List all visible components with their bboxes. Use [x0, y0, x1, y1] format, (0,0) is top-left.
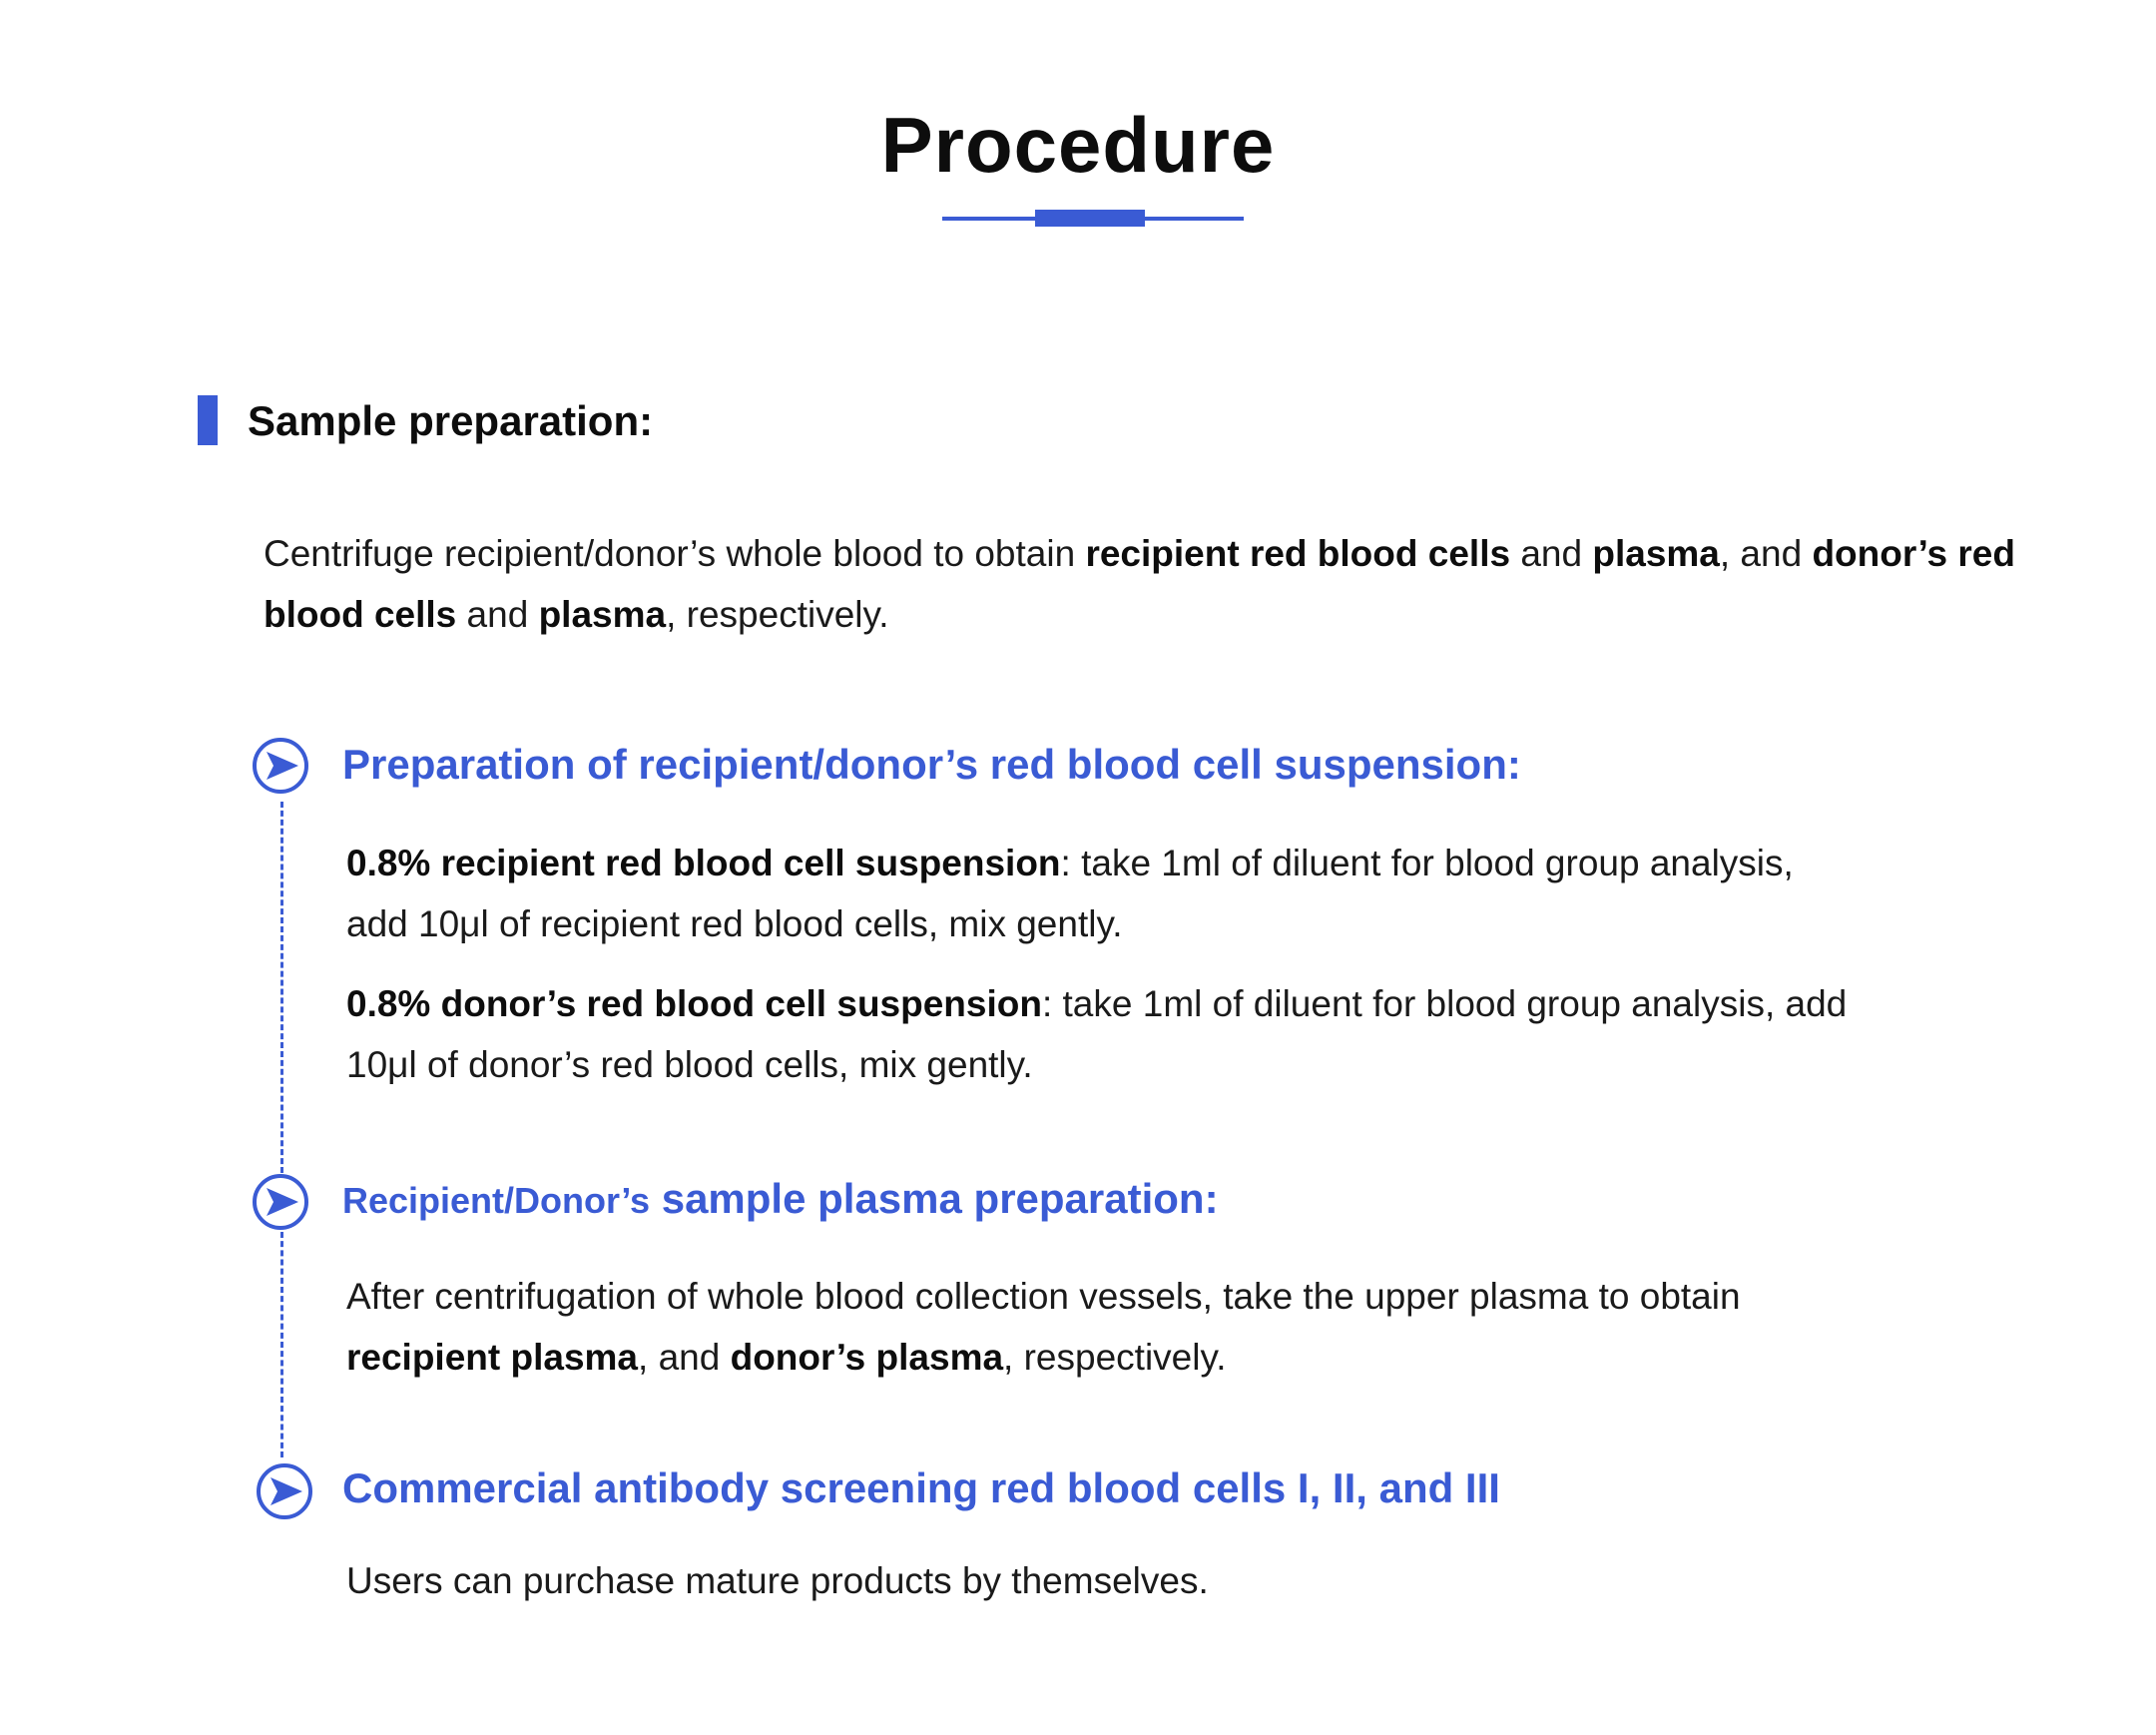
title-underline-accent — [1035, 210, 1145, 227]
intro-paragraph: Centrifuge recipient/donor’s whole blood to obtain recipient red blood cells and plasma, and donor’s red blood cells and plasma, respectively. — [264, 533, 2015, 635]
step-item: 0.8% recipient red blood cell suspension: take 1ml of diluent for blood group analysis, add 10μl of recipient red blood cells, mix gently. — [346, 843, 1794, 944]
timeline-connector — [280, 1232, 283, 1457]
step-body: Users can purchase mature products by themselves. — [346, 1560, 1209, 1601]
step-item: 0.8% donor’s red blood cell suspension: take 1ml of diluent for blood group analysis, add 10μl of donor’s red blood cells, mix gently. — [346, 983, 1848, 1085]
arrow-circle-icon — [256, 1462, 313, 1520]
step-title: Preparation of recipient/donor’s red blood cell suspension: — [342, 741, 1521, 788]
step-body: After centrifugation of whole blood collection vessels, take the upper plasma to obtain recipient plasma, and donor’s plasma, respectively. — [346, 1276, 1741, 1378]
arrow-circle-icon — [252, 737, 309, 795]
section-title: Sample preparation: — [248, 397, 654, 444]
timeline-connector — [280, 802, 283, 1173]
step-title: Recipient/Donor’s sample plasma preparation: — [342, 1175, 1219, 1222]
section-marker-bar — [198, 395, 218, 445]
page-title: Procedure — [880, 101, 1276, 189]
step-title: Commercial antibody screening red blood cells I, II, and III — [342, 1464, 1500, 1511]
arrow-circle-icon — [252, 1173, 309, 1231]
